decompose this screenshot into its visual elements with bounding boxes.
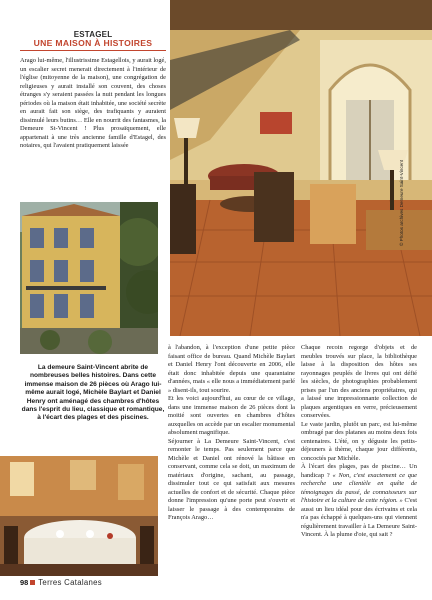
footer-square-icon	[30, 580, 35, 585]
article-kicker: ESTAGEL	[73, 30, 113, 39]
photo-caption: La demeure Saint-Vincent abrite de nombreuses belles histoires. Dans cette immense maison de 26 pièces où Arago lui-même aurait logé, Michèle Baylart et Daniel Henry ont aménagé des chambres d'hôtes dans l'esprit du lieu, classique et romantique, à l'écart des plages et des piscines.	[21, 364, 165, 422]
column-3-paragraph-2: Le vaste jardin, plutôt un parc, est lui-même ombragé par des platanes au moins deux fois centenaires. L'été, on y déguste les petits-déjeuners à thème, chaque jour différents, concoctés par Michèle.	[301, 420, 417, 462]
column-3-closing: C'est aussi un lieu idéal pour des écrivains et cela n'a pas échappé à quelques-uns qui viennent régulièrement travailler à La Demeure Saint-Vincent. À la plume d'oie, qui sait ?	[301, 497, 417, 538]
column-2-paragraph-3: Séjourner à La Demeure Saint-Vincent, c'est remonter le temps. Pas seulement parce que Michèle et Daniel ont rénové la bâtisse en conservant, comme cela se doit, un maximum de matériaux d'origine, sachant, au passage, dissimuler tout ce qui satisfait aux mesures actuelles de confort et de sécurité. Chaque pièce donne l'impression qu'une porte peut s'ouvrir et laisser le passage à des contemporains de François Arago…	[168, 437, 295, 521]
house-facade-photo	[20, 202, 158, 354]
dining-room-photo	[0, 456, 158, 576]
column-3-question: À l'écart des plages, pas de piscine… Un handicap ?	[301, 463, 417, 479]
page-footer	[20, 578, 220, 587]
column-3-paragraph-3	[301, 463, 417, 540]
column-1-text: Arago lui-même, l'illustrissime Estagellois, y aurait logé, un escalier secret menerait directement à l'intérieur de l'église (mitoyenne de la maison), une congrégation de religieuses y aurait installé son couvent, des choses étranges s'y seraient passées la nuit pendant les longues périodes où la maison était inhabitée, une société secrète en aurait fait son siège, des trafiquants y auraient dissimulé leurs butins… Elle en nourrit des fantasmes, la Demeure St-Vincent ! Plus prosaïquement, elle appartenait à une très ancienne famille d'Estagel, des notaires, qui l'avaient pratiquement laissée	[20, 57, 166, 149]
headline-rule	[20, 50, 166, 51]
salon-staircase-photo	[170, 0, 432, 336]
page-number: 98	[20, 578, 29, 587]
article-column-3	[301, 344, 417, 574]
column-3-paragraph-1: Chaque recoin regorge d'objets et de meubles trouvés sur place, la bibliothèque laisse à la disposition des hôtes ses rayonnages peuplés de livres qui ont défié les siècles, de photographies probablement prises par l'un des anciens propriétaires, qui a laissé une impressionnante collection de plaques argentiques en verre, précieusement conservées.	[301, 344, 417, 419]
article-column-2	[168, 344, 295, 574]
photo-credit: © Photos archives Demeure Saint-Vincent	[399, 159, 404, 246]
article-headline: UNE MAISON À HISTOIRES	[33, 38, 153, 48]
article-column-1	[20, 57, 166, 197]
magazine-name: Terres Catalanes	[38, 578, 102, 587]
column-3-quote: « Non, c'est exactement ce que recherche une clientèle en quête de témoignages du passé, de connaisseurs sur l'histoire et la culture de cette région. »	[301, 471, 417, 504]
column-2-paragraph-1: à l'abandon, à l'exception d'une petite pièce faisant office de bureau. Quand Michèle Baylart et Daniel Henry l'ont découverte en 2006, elle était donc inhabitée depuis une quarantaine d'années, mais « elle nous a immédiatement parlé » disent-ils, tout sourire.	[168, 344, 295, 394]
column-2-paragraph-2: Et les voici aujourd'hui, au cœur de ce village, dans une immense maison de 26 pièces dont la moitié sont ouvertes en chambres d'hôtes auxquelles on accède par un escalier monumental absolument magnifique.	[168, 395, 295, 436]
